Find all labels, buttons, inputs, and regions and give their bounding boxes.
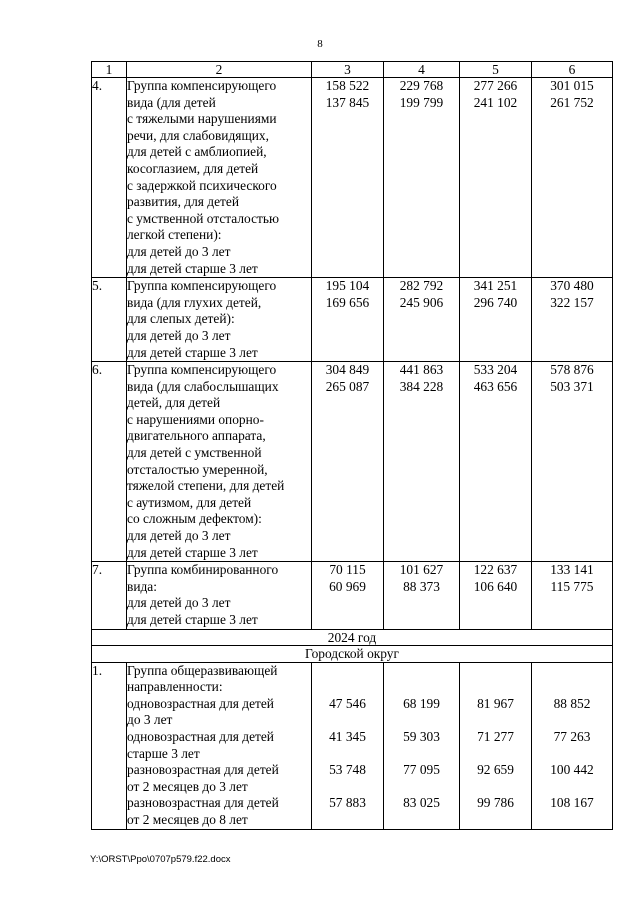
row-description [127, 662, 312, 829]
description-line: вида (для детей [127, 94, 216, 110]
value: 77 095 [403, 762, 440, 778]
value: 341 251 [473, 278, 518, 294]
value [312, 746, 383, 763]
value: 503 371 [550, 378, 594, 394]
value: 41 345 [329, 728, 366, 744]
row-description [127, 362, 312, 562]
description-line: для детей до 3 лет [127, 528, 231, 544]
value: 92 659 [477, 762, 514, 778]
section-area-row [92, 646, 613, 663]
value-cell [532, 78, 613, 278]
row-number: 4. [92, 78, 127, 278]
description-line: для детей до 3 лет [127, 243, 231, 259]
value-cell [460, 278, 532, 362]
value [312, 712, 383, 729]
value: 282 792 [399, 278, 444, 294]
value: 101 627 [399, 562, 444, 578]
value-cell [384, 362, 460, 562]
value [460, 779, 531, 796]
row-description [127, 278, 312, 362]
value-cell [384, 662, 460, 829]
value [532, 779, 612, 796]
value: 88 373 [403, 578, 440, 594]
value [384, 679, 459, 696]
description-line: для слепых детей): [127, 311, 235, 327]
description-line: Группа общеразвивающей [127, 662, 278, 678]
description-line: развития, для детей [127, 194, 240, 210]
description-line: с нарушениями опорно- [127, 411, 264, 427]
description-line: тяжелой степени, для детей [127, 478, 285, 494]
value: 463 656 [473, 378, 518, 394]
description-line: с умственной отсталостью [127, 210, 279, 226]
description-line: со сложным дефектом): [127, 511, 262, 527]
row-description [127, 562, 312, 629]
description-line: для детей до 3 лет [127, 327, 231, 343]
description-line: одновозрастная для детей [127, 728, 274, 744]
value: 301 015 [550, 78, 594, 93]
value: 169 656 [325, 294, 370, 310]
section-area: Городской округ [92, 646, 613, 663]
value [384, 779, 459, 796]
description-line: для детей с умственной [127, 445, 262, 461]
value: 47 546 [329, 695, 366, 711]
value: 53 748 [329, 762, 366, 778]
value: 137 845 [325, 94, 370, 110]
description-line: вида: [127, 578, 157, 594]
value [312, 812, 383, 829]
value: 195 104 [325, 278, 370, 294]
value [532, 746, 612, 763]
value [312, 679, 383, 696]
description-line: детей, для детей [127, 395, 221, 411]
value: 441 863 [399, 362, 444, 378]
description-line: старше 3 лет [127, 745, 200, 761]
value: 158 522 [325, 78, 370, 93]
value: 88 852 [553, 695, 591, 711]
description-line: Группа компенсирующего [127, 78, 277, 93]
description-line: от 2 месяцев до 3 лет [127, 778, 248, 794]
value: 241 102 [473, 94, 518, 110]
table-row [92, 78, 613, 278]
row-description [127, 78, 312, 278]
table-row [92, 278, 613, 362]
description-line: легкой степени): [127, 227, 222, 243]
value-cell [460, 662, 532, 829]
value: 60 969 [329, 578, 366, 594]
col-header-1: 1 [92, 62, 127, 78]
value: 261 752 [550, 94, 594, 110]
column-number-row [92, 62, 613, 78]
value-cell [532, 562, 613, 629]
value: 83 025 [403, 795, 440, 811]
value: 115 775 [550, 578, 594, 594]
description-line: вида (для глухих детей, [127, 294, 262, 310]
value [532, 663, 612, 680]
value [384, 663, 459, 680]
value: 133 141 [550, 562, 594, 578]
description-line: разновозрастная для детей [127, 795, 279, 811]
value-cell [312, 78, 384, 278]
description-line: одновозрастная для детей [127, 695, 274, 711]
value: 68 199 [403, 695, 440, 711]
description-line: косоглазием, для детей [127, 160, 259, 176]
value: 322 157 [550, 294, 594, 310]
table-row [92, 362, 613, 562]
value: 384 228 [399, 378, 444, 394]
value [532, 679, 612, 696]
value: 370 480 [550, 278, 594, 294]
value: 99 786 [477, 795, 514, 811]
value-cell [532, 362, 613, 562]
value: 533 204 [473, 362, 518, 378]
value-cell [384, 78, 460, 278]
value: 57 883 [329, 795, 366, 811]
value [532, 712, 612, 729]
value: 199 799 [399, 94, 444, 110]
value: 77 263 [553, 728, 591, 744]
table-row [92, 662, 613, 829]
row-number: 5. [92, 278, 127, 362]
value [532, 812, 612, 829]
value-cell [532, 278, 613, 362]
col-header-4: 4 [384, 62, 460, 78]
value: 277 266 [473, 78, 518, 93]
value: 71 277 [477, 728, 514, 744]
value-cell [384, 278, 460, 362]
value [460, 712, 531, 729]
description-line: речи, для слабовидящих, [127, 127, 269, 143]
value [312, 663, 383, 680]
description-line: Группа компенсирующего [127, 278, 277, 294]
value-cell [312, 662, 384, 829]
value [384, 812, 459, 829]
value: 81 967 [477, 695, 514, 711]
value: 265 087 [325, 378, 370, 394]
value: 578 876 [550, 362, 594, 378]
description-line: для детей старше 3 лет [127, 612, 258, 627]
value-cell [460, 362, 532, 562]
value [384, 712, 459, 729]
value: 100 442 [550, 762, 594, 778]
description-line: отсталостью умеренной, [127, 461, 268, 477]
description-line: для детей до 3 лет [127, 595, 231, 611]
section-year-row [92, 629, 613, 646]
description-line: до 3 лет [127, 712, 173, 728]
value: 304 849 [325, 362, 370, 378]
tariff-table [91, 61, 613, 830]
value [460, 812, 531, 829]
value [384, 746, 459, 763]
row-number: 1. [92, 662, 127, 829]
value: 59 303 [403, 728, 440, 744]
description-line: с аутизмом, для детей [127, 494, 252, 510]
value-cell [312, 562, 384, 629]
value: 245 906 [399, 294, 444, 310]
description-line: Группа комбинированного [127, 562, 279, 578]
col-header-6: 6 [532, 62, 613, 78]
description-line: для детей старше 3 лет [127, 344, 258, 360]
description-line: для детей старше 3 лет [127, 544, 258, 560]
value [460, 746, 531, 763]
value-cell [460, 78, 532, 278]
value: 229 768 [399, 78, 444, 93]
value: 108 167 [550, 795, 594, 811]
value: 70 115 [329, 562, 366, 578]
page-number: 8 [317, 38, 323, 50]
col-header-2: 2 [127, 62, 312, 78]
description-line: для детей старше 3 лет [127, 260, 258, 276]
description-line: Группа компенсирующего [127, 362, 277, 378]
col-header-5: 5 [460, 62, 532, 78]
value: 122 637 [473, 562, 518, 578]
col-header-3: 3 [312, 62, 384, 78]
description-line: направленности: [127, 679, 223, 695]
description-line: разновозрастная для детей [127, 762, 279, 778]
value-cell [460, 562, 532, 629]
file-path-footer: Y:\ORST\Ppo\0707p579.f22.docx [90, 854, 231, 865]
section-year: 2024 год [92, 629, 613, 646]
value: 296 740 [473, 294, 518, 310]
value [460, 663, 531, 680]
description-line: с задержкой психического [127, 177, 277, 193]
value [460, 679, 531, 696]
value-cell [312, 278, 384, 362]
description-line: для детей с амблиопией, [127, 144, 267, 160]
value-cell [384, 562, 460, 629]
value: 106 640 [473, 578, 518, 594]
row-number: 6. [92, 362, 127, 562]
description-line: с тяжелыми нарушениями [127, 111, 277, 127]
row-number: 7. [92, 562, 127, 629]
description-line: вида (для слабослышащих [127, 378, 279, 394]
value-cell [312, 362, 384, 562]
description-line: от 2 месяцев до 8 лет [127, 811, 248, 827]
value [312, 779, 383, 796]
description-line: двигательного аппарата, [127, 428, 266, 444]
table-row [92, 562, 613, 629]
value-cell [532, 662, 613, 829]
